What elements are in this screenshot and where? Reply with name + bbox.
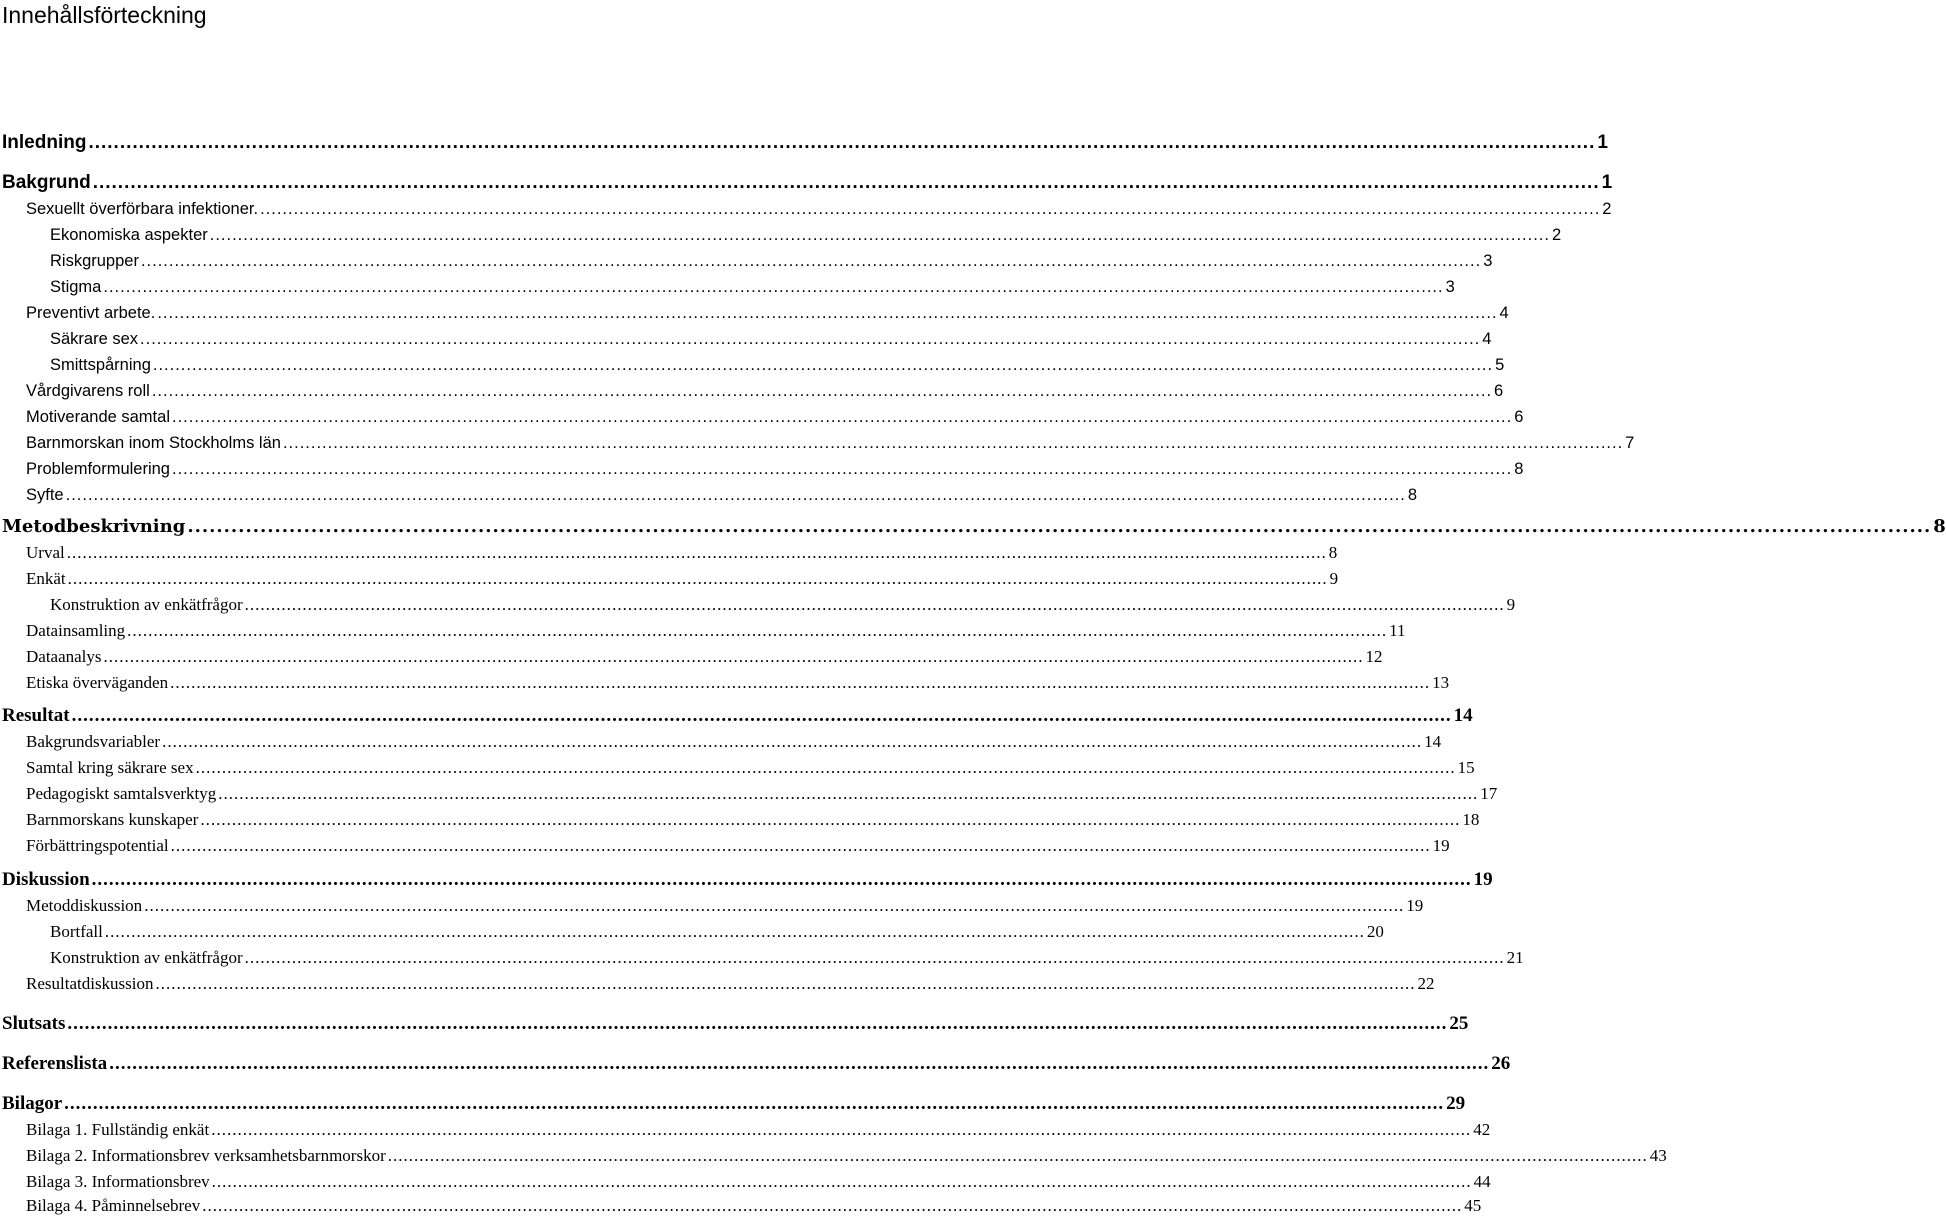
toc-entry-slutsats[interactable] xyxy=(0,1008,1469,1034)
toc-entry[interactable] xyxy=(0,1114,1491,1140)
toc-page-number: 19 xyxy=(1406,896,1424,915)
toc-label: Referenslista xyxy=(2,1053,108,1074)
toc-label: Datainsamling xyxy=(26,621,126,640)
toc-entry[interactable] xyxy=(0,1140,1667,1166)
toc-entry[interactable] xyxy=(0,726,1442,752)
toc-label: Konstruktion av enkätfrågor xyxy=(50,948,243,967)
toc-page-number: 7 xyxy=(1625,434,1635,452)
toc-page-number: 3 xyxy=(1483,252,1493,270)
toc-leader xyxy=(260,199,1600,219)
toc-page-number: 15 xyxy=(1457,758,1475,777)
toc-entry[interactable] xyxy=(0,401,1524,427)
toc-entry[interactable] xyxy=(0,375,1504,401)
toc-page-number: 4 xyxy=(1482,330,1492,348)
toc-entry[interactable] xyxy=(0,1190,1482,1216)
toc-page-number: 3 xyxy=(1445,278,1455,296)
toc-page-number: 43 xyxy=(1649,1146,1667,1165)
toc-label: Bakgrundsvariabler xyxy=(26,732,161,751)
toc-leader xyxy=(67,1014,1447,1034)
toc-page-number: 9 xyxy=(1506,595,1516,614)
toc-entry[interactable] xyxy=(0,830,1450,856)
toc-label: Bilaga 3. Informationsbrev xyxy=(26,1172,210,1191)
page-title: Innehållsförteckning xyxy=(2,2,207,28)
toc-label: Sexuellt överförbara infektioner. xyxy=(26,200,259,218)
toc-page-number: 17 xyxy=(1480,784,1498,803)
toc-leader xyxy=(127,621,1387,641)
toc-entry[interactable] xyxy=(0,453,1524,479)
toc-entry-diskussion[interactable] xyxy=(0,864,1493,890)
toc-entry[interactable] xyxy=(0,297,1509,323)
toc-leader xyxy=(66,485,1406,505)
toc-leader xyxy=(200,810,1460,830)
toc-label: Smittspårning xyxy=(50,356,151,374)
toc-page-number: 1 xyxy=(1601,172,1613,193)
toc-entry[interactable] xyxy=(0,804,1480,830)
toc-label: Bakgrund xyxy=(2,172,91,193)
toc-page-number: 19 xyxy=(1473,869,1493,890)
toc-label: Slutsats xyxy=(2,1013,66,1034)
toc-label: Metoddiskussion xyxy=(26,896,143,915)
toc-leader xyxy=(67,543,1327,563)
toc-label: Etiska överväganden xyxy=(26,673,169,692)
toc-leader xyxy=(162,732,1422,752)
toc-leader xyxy=(172,407,1512,427)
toc-leader xyxy=(156,974,1416,994)
toc-label: Preventivt arbete. xyxy=(26,304,156,322)
toc-label: Enkät xyxy=(26,569,66,588)
toc-leader xyxy=(171,836,1431,856)
toc-page-number: 42 xyxy=(1473,1120,1491,1139)
toc-entry[interactable] xyxy=(0,563,1339,589)
toc-entry[interactable] xyxy=(0,349,1505,375)
toc-entry[interactable] xyxy=(0,752,1475,778)
toc-entry[interactable] xyxy=(0,916,1384,942)
toc-entry[interactable] xyxy=(0,942,1524,968)
toc-label: Stigma xyxy=(50,278,102,296)
toc-page-number: 6 xyxy=(1494,382,1504,400)
toc-label: Samtal kring säkrare sex xyxy=(26,758,194,777)
toc-leader xyxy=(109,1054,1489,1074)
toc-entry[interactable] xyxy=(0,427,1635,453)
toc-label: Inledning xyxy=(2,132,87,153)
toc-leader xyxy=(144,896,1404,916)
toc-entry[interactable] xyxy=(0,667,1450,693)
toc-page-number: 22 xyxy=(1417,974,1435,993)
toc-label: Förbättringspotential xyxy=(26,836,169,855)
toc-label: Barnmorskans kunskaper xyxy=(26,810,199,829)
toc-label: Syfte xyxy=(26,486,64,504)
toc-leader xyxy=(141,251,1481,271)
toc-page-number: 11 xyxy=(1389,621,1406,640)
toc-entry[interactable] xyxy=(0,778,1498,804)
toc-entry[interactable] xyxy=(0,193,1612,219)
toc-leader xyxy=(202,1196,1462,1216)
toc-label: Bilaga 4. Påminnelsebrev xyxy=(26,1196,201,1215)
toc-label: Riskgrupper xyxy=(50,252,139,270)
toc-label: Säkrare sex xyxy=(50,330,139,348)
toc-leader xyxy=(105,922,1365,942)
toc-page-number: 2 xyxy=(1551,226,1562,244)
toc-page-number: 6 xyxy=(1514,408,1524,426)
toc-leader xyxy=(72,706,1452,726)
toc-entry[interactable] xyxy=(0,968,1435,994)
toc-entry[interactable] xyxy=(0,537,1338,563)
toc-leader xyxy=(93,173,1600,193)
toc-label: Resultatdiskussion xyxy=(26,974,154,993)
toc-entry[interactable] xyxy=(0,271,1455,297)
toc-page-number: 9 xyxy=(1329,569,1339,588)
toc-leader xyxy=(210,225,1550,245)
toc-page-number: 19 xyxy=(1432,836,1450,855)
toc-entry-inledning[interactable] xyxy=(0,127,1608,153)
toc-label: Urval xyxy=(26,543,65,562)
toc-entry[interactable] xyxy=(0,219,1562,245)
toc-leader xyxy=(64,1094,1444,1114)
toc-page-number: 8 xyxy=(1328,543,1338,562)
toc-leader xyxy=(172,459,1512,479)
toc-label: Diskussion xyxy=(2,869,90,890)
toc-entry-bakgrund[interactable] xyxy=(0,167,1613,193)
toc-entry-referenslista[interactable] xyxy=(0,1048,1511,1074)
toc-page-number: 21 xyxy=(1506,948,1524,967)
toc-label: Resultat xyxy=(2,705,70,726)
toc-page-number: 25 xyxy=(1449,1013,1469,1034)
toc-leader xyxy=(218,784,1478,804)
toc-entry[interactable] xyxy=(0,245,1493,271)
toc-entry[interactable] xyxy=(0,479,1418,505)
toc-label: Bilaga 1. Fullständig enkät xyxy=(26,1120,210,1139)
toc-page-number: 14 xyxy=(1424,732,1442,751)
toc-label: Bortfall xyxy=(50,922,103,941)
toc-page-number: 44 xyxy=(1473,1172,1491,1191)
toc-page-number: 1 xyxy=(1597,132,1608,153)
toc-leader xyxy=(212,1172,1472,1192)
toc-page-number: 8 xyxy=(1514,460,1524,478)
toc-leader xyxy=(187,517,1931,537)
toc-label: Problemformulering xyxy=(26,460,170,478)
toc-leader xyxy=(103,277,1443,297)
toc-page-number: 12 xyxy=(1365,647,1383,666)
toc-page-number: 2 xyxy=(1602,200,1612,218)
toc-label: Ekonomiska aspekter xyxy=(50,226,208,244)
toc-page-number: 8 xyxy=(1407,486,1418,504)
toc-leader xyxy=(152,381,1492,401)
toc-label: Bilagor xyxy=(2,1093,63,1114)
toc-page-number: 29 xyxy=(1446,1093,1466,1114)
toc-entry[interactable] xyxy=(0,1166,1491,1192)
toc-page-number: 4 xyxy=(1499,304,1509,322)
toc-leader xyxy=(170,673,1430,693)
toc-page-number: 8 xyxy=(1933,516,1946,537)
toc-entry[interactable] xyxy=(0,323,1492,349)
toc-leader xyxy=(388,1146,1648,1166)
toc-entry[interactable] xyxy=(0,589,1516,615)
toc-entry[interactable] xyxy=(0,615,1406,641)
toc-page-number: 45 xyxy=(1464,1196,1482,1215)
toc-leader xyxy=(88,133,1595,153)
toc-entry-metodbeskrivning[interactable] xyxy=(0,511,1946,537)
toc-leader xyxy=(140,329,1480,349)
toc-entry[interactable] xyxy=(0,641,1383,667)
toc-entry-resultat[interactable] xyxy=(0,700,1473,726)
toc-page-number: 5 xyxy=(1495,356,1505,374)
toc-label: Konstruktion av enkätfrågor xyxy=(50,595,243,614)
toc-label: Dataanalys xyxy=(26,647,102,666)
toc-leader xyxy=(68,569,1328,589)
toc-leader xyxy=(157,303,1497,323)
toc-page-number: 20 xyxy=(1366,922,1384,941)
toc-leader xyxy=(245,595,1505,615)
toc-leader xyxy=(104,647,1364,667)
toc-label: Motiverande samtal xyxy=(26,408,170,426)
toc-page-number: 26 xyxy=(1491,1053,1511,1074)
toc-page-number: 18 xyxy=(1462,810,1480,829)
toc-entry[interactable] xyxy=(0,890,1424,916)
toc-label: Bilaga 2. Informationsbrev verksamhetsbarnmorskor xyxy=(26,1146,386,1165)
toc-leader xyxy=(153,355,1493,375)
toc-label: Vårdgivarens roll xyxy=(26,382,150,400)
toc-leader xyxy=(245,948,1505,968)
toc-page-number: 13 xyxy=(1432,673,1450,692)
toc-leader xyxy=(211,1120,1471,1140)
toc-leader xyxy=(92,870,1472,890)
toc-leader xyxy=(196,758,1456,778)
toc-label: Barnmorskan inom Stockholms län xyxy=(26,434,281,452)
toc-label: Pedagogiskt samtalsverktyg xyxy=(26,784,217,803)
toc-page-number: 14 xyxy=(1453,705,1473,726)
toc-entry-bilagor[interactable] xyxy=(0,1088,1466,1114)
toc-leader xyxy=(283,433,1623,453)
toc-label: Metodbeskrivning xyxy=(2,516,186,537)
